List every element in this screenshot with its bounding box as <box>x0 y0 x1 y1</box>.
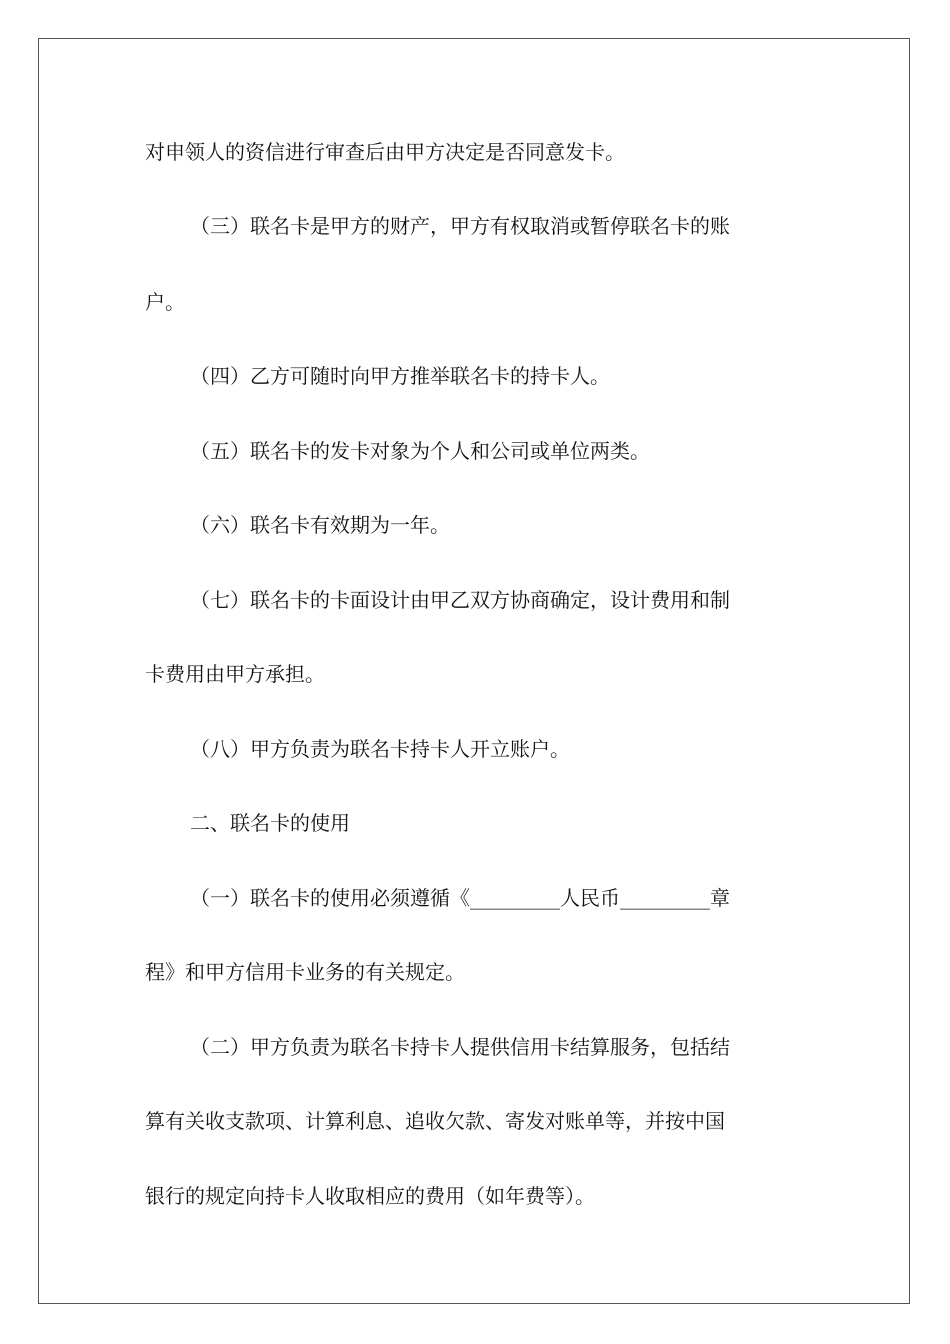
section-heading: 二、联名卡的使用 <box>190 811 350 835</box>
text-line: （五）联名卡的发卡对象为个人和公司或单位两类。 <box>190 439 650 463</box>
text-line: （八）甲方负责为联名卡持卡人开立账户。 <box>190 737 570 761</box>
text-line: （一）联名卡的使用必须遵循《_________人民币_________章 <box>190 886 730 910</box>
text-line: （三）联名卡是甲方的财产，甲方有权取消或暂停联名卡的账 <box>190 214 730 238</box>
text-line: 程》和甲方信用卡业务的有关规定。 <box>145 960 465 984</box>
text-line: 银行的规定向持卡人收取相应的费用（如年费等）。 <box>145 1184 595 1208</box>
text-line: （六）联名卡有效期为一年。 <box>190 513 450 537</box>
text-line: （二）甲方负责为联名卡持卡人提供信用卡结算服务，包括结 <box>190 1035 730 1059</box>
text-line: 对申领人的资信进行审查后由甲方决定是否同意发卡。 <box>145 140 625 164</box>
text-line: （四）乙方可随时向甲方推举联名卡的持卡人。 <box>190 364 610 388</box>
text-line: 户。 <box>145 290 185 314</box>
text-line: 卡费用由甲方承担。 <box>145 662 325 686</box>
text-line: （七）联名卡的卡面设计由甲乙双方协商确定，设计费用和制 <box>190 588 730 612</box>
text-line: 算有关收支款项、计算利息、追收欠款、寄发对账单等，并按中国 <box>145 1109 725 1133</box>
